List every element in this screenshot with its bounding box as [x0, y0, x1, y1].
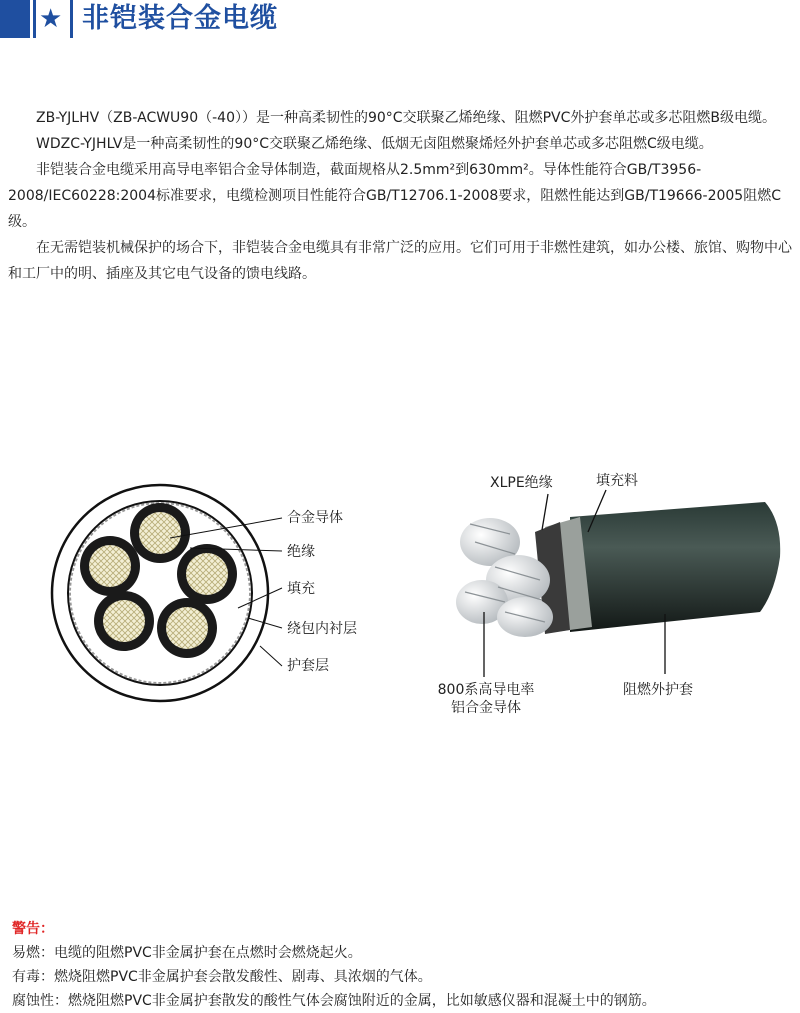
intro-paragraph: ZB-YJLHV（ZB-ACWU90（-40））是一种高柔韧性的90°C交联聚乙烯绝缘、阻燃PVC外护套单芯或多芯阻燃B级电缆。 — [36, 110, 776, 126]
label-filler-material: 填充料 — [596, 473, 638, 489]
warning-line: 腐蚀性：燃烧阻燃PVC非金属护套散发的酸性气体会腐蚀附近的金属，比如敏感仪器和混凝土中的钢筋。 — [12, 993, 656, 1009]
warning-section — [12, 917, 792, 1013]
label-conductor-line2: 铝合金导体 — [451, 700, 521, 716]
star-icon: ★ — [39, 4, 63, 34]
label-xlpe-insulation: XLPE绝缘 — [490, 475, 553, 491]
conductor — [103, 600, 145, 642]
cable-photo-illustration — [420, 462, 790, 717]
conductor — [89, 545, 131, 587]
warning-title: 警告： — [12, 921, 54, 937]
label-conductor-line1: 800系高导电率 — [437, 682, 535, 698]
warning-line: 有毒：燃烧阻燃PVC非金属护套会散发酸性、剧毒、具浓烟的气体。 — [12, 969, 432, 985]
label-sheath: 护套层 — [287, 658, 329, 674]
intro-paragraph: 在无需铠装机械保护的场合下，非铠装合金电缆具有非常广泛的应用。它们可用于非燃性建筑，如办公楼、旅馆、购物中心和工厂中的明、插座及其它电气设备的馈电线路。 — [8, 240, 792, 282]
header-divider — [33, 0, 36, 38]
conductor — [166, 607, 208, 649]
intro-paragraph: WDZC-YJHLV是一种高柔韧性的90°C交联聚乙烯绝缘、低烟无卤阻燃聚烯烃外护套单芯或多芯阻燃C级电缆。 — [36, 136, 713, 152]
label-insulation: 绝缘 — [287, 544, 315, 560]
conductor — [186, 553, 228, 595]
page-title: 非铠装合金电缆 — [82, 3, 278, 34]
page-header — [0, 0, 800, 42]
label-filler: 填充 — [287, 581, 315, 597]
label-inner-lining: 绕包内衬层 — [287, 621, 357, 637]
conductor — [139, 512, 181, 554]
cable-cross-section-diagram — [50, 468, 380, 718]
cable-jacket — [570, 502, 780, 632]
intro-text — [8, 105, 794, 287]
label-alloy-conductor: 合金导体 — [287, 510, 343, 526]
intro-paragraph: 非铠装合金电缆采用高导电率铝合金导体制造，截面规格从2.5mm²到630mm²。导体性能符合GB/T3956-2008/IEC60228:2004标准要求，电缆检测项目性能符合GB/T12706.1-2008要求，阻燃性能达到GB/T19666-2005阻燃C级。 — [8, 162, 781, 230]
cross-section-drawing — [50, 468, 380, 718]
header-divider — [70, 0, 73, 38]
header-color-block — [0, 0, 30, 38]
warning-line: 易燃：电缆的阻燃PVC非金属护套在点燃时会燃烧起火。 — [12, 945, 362, 961]
label-outer-sheath: 阻燃外护套 — [623, 682, 693, 698]
